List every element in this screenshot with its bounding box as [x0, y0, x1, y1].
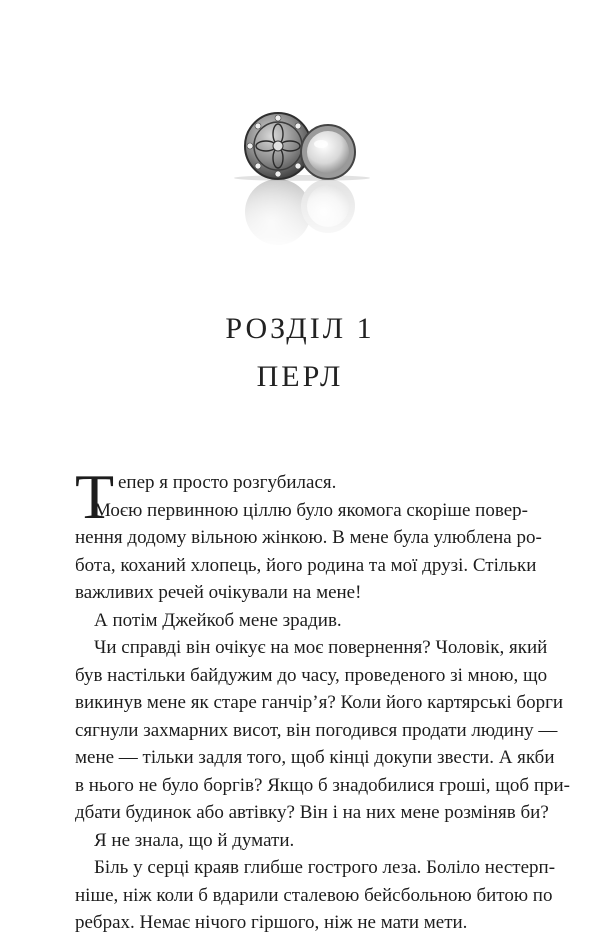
text-line: Моєю первинною ціллю було якомога скоріше повер- [94, 499, 528, 521]
text-line: епер я просто розгубилася. [118, 472, 337, 493]
text-line: сягнули захмарних висот, він погодився продати людину — [75, 719, 558, 741]
text-line: Я не знала, що й думати. [94, 829, 295, 851]
text-line: Чи справді він очікує на моє повернення? Чоловік, який [94, 637, 548, 658]
text-line: був настільки байдужим до часу, проведеного зі мною, що [75, 664, 548, 686]
text-line: в нього не було боргів? Якщо б знадобилися гроші, щоб при- [75, 774, 571, 796]
text-line: нення додому вільною жінкою. В мене була улюблена ро- [75, 527, 542, 548]
text-line: мене — тільки задля того, щоб кінці докупи звести. А якби [75, 747, 555, 768]
chapter-body [75, 461, 571, 937]
text-line: ребрах. Немає нічого гіршого, ніж не мати мети. [75, 912, 468, 933]
text-line: А потім Джейкоб мене зрадив. [94, 609, 342, 631]
brooch-and-pearl-icon [230, 100, 370, 250]
text-line: бота, коханий хлопець, його родина та мої друзі. Стільки [75, 554, 537, 576]
text-line: ніше, ніж коли б вдарили сталевою бейсбольною битою по [75, 884, 553, 906]
chapter-number: РОЗДІЛ 1 [225, 312, 375, 345]
text-line: викинув мене як старе ганчір’я? Коли його картярські борги [75, 692, 564, 713]
text-line: Біль у серці краяв глибше гострого леза. Боліло нестерп- [94, 857, 556, 878]
text-line: важливих речей очікували на мене! [75, 582, 362, 603]
chapter-title: ПЕРЛ [256, 360, 344, 393]
text-line: дбати будинок або автівку? Він і на них мене розміняв би? [75, 802, 549, 823]
drop-cap: Т [75, 461, 115, 532]
